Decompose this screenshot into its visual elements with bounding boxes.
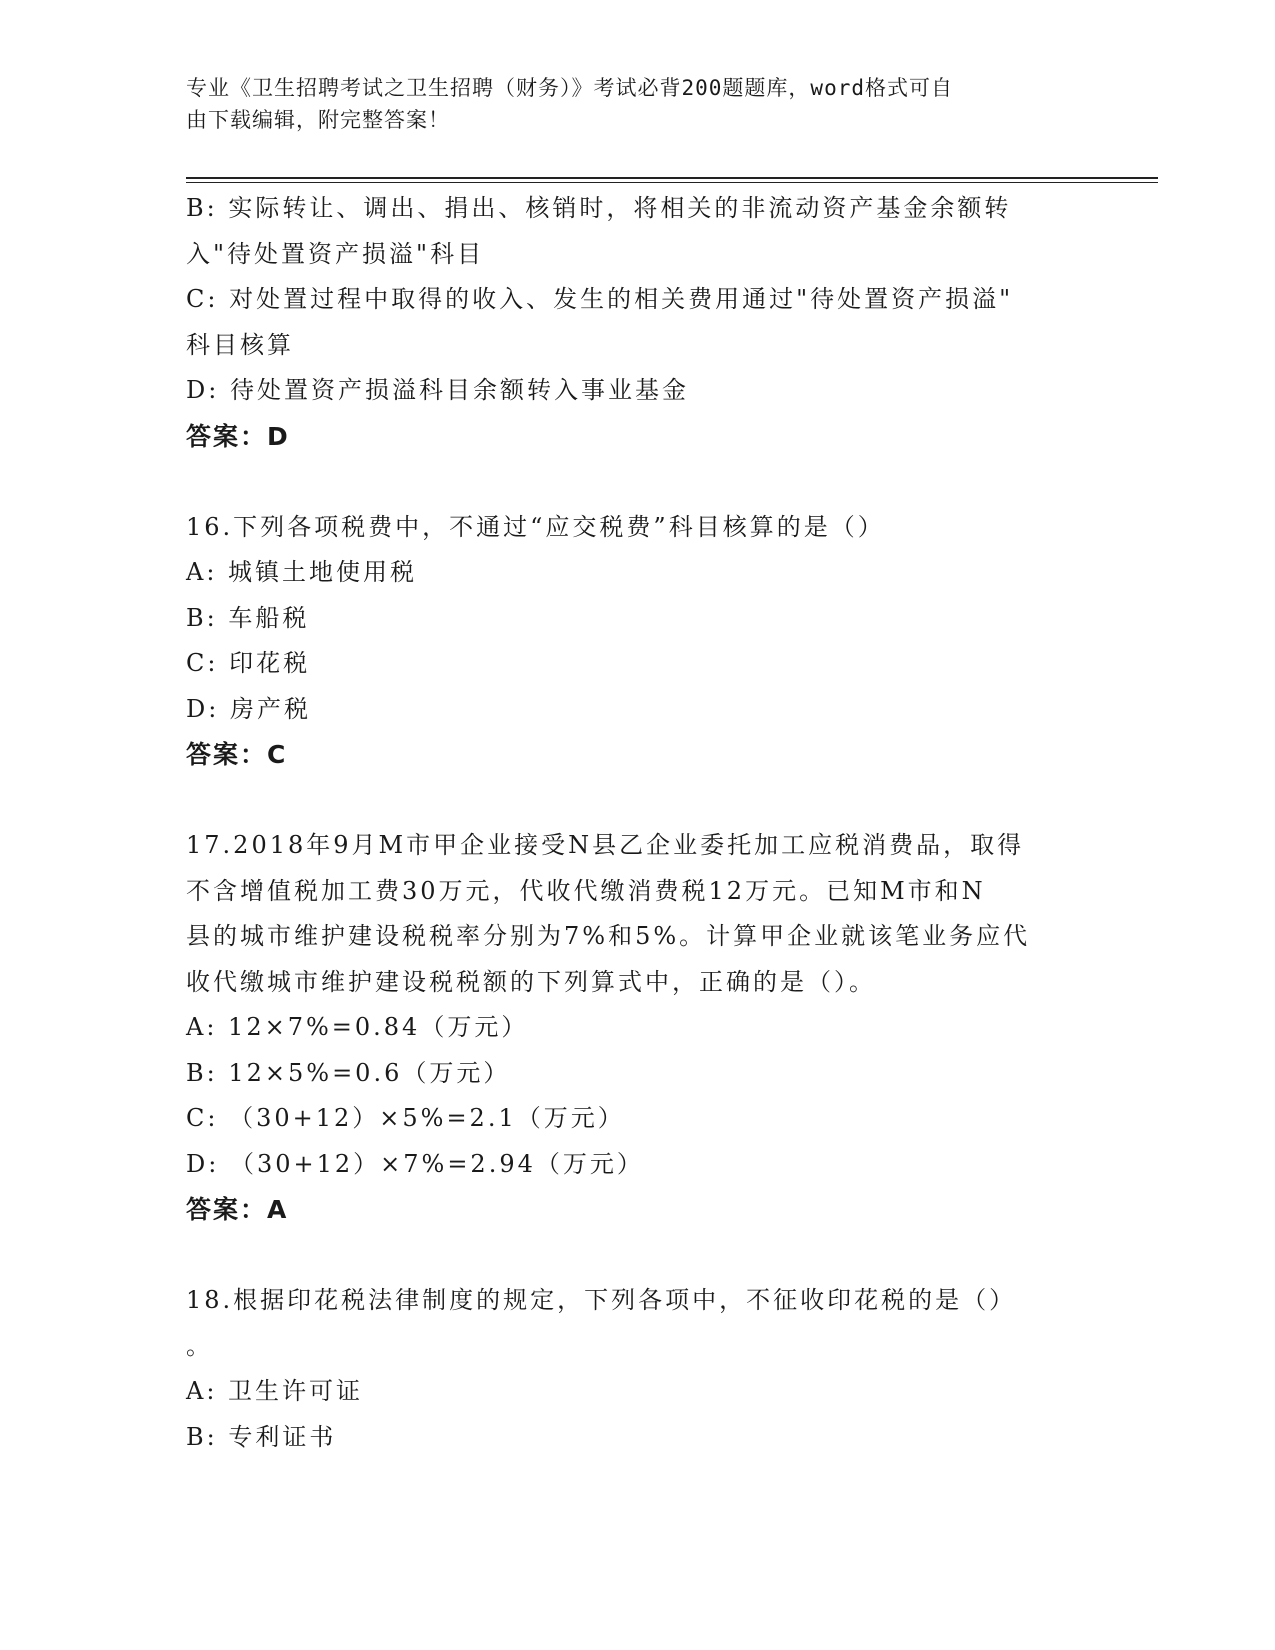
header-divider — [186, 177, 1158, 183]
q15-option-c-line-2: 科目核算 — [186, 330, 294, 359]
header-line-1: 专业《卫生招聘考试之卫生招聘（财务）》考试必背200题题库，word格式可自 — [186, 76, 953, 100]
q15-option-b-line-2: 入"待处置资产损溢"科目 — [186, 239, 485, 268]
spacer — [186, 459, 1086, 505]
question-content — [186, 186, 1086, 1460]
question-16 — [186, 505, 1086, 778]
q17-answer: 答案：A — [186, 1195, 289, 1224]
q17-option-a: A: 12×7%=0.84（万元） — [186, 1013, 529, 1041]
q16-option-b: B: 车船税 — [186, 603, 310, 632]
question-17 — [186, 823, 1086, 1233]
q17-question-line-2: 不含增值税加工费30万元，代收代缴消费税12万元。已知M市和N — [186, 876, 986, 905]
q16-option-c: C: 印花税 — [186, 649, 311, 677]
q17-question-line-1: 17.2018年9月M市甲企业接受N县乙企业委托加工应税消费品，取得 — [186, 831, 1025, 859]
q18-question-line-2: 。 — [186, 1331, 213, 1360]
q17-option-c: C: （30+12）×5%=2.1（万元） — [186, 1104, 625, 1132]
q15-option-c-line-1: C: 对处置过程中取得的收入、发生的相关费用通过"待处置资产损溢" — [186, 285, 1014, 313]
spacer — [186, 778, 1086, 824]
q18-option-b: B: 专利证书 — [186, 1422, 337, 1451]
spacer — [186, 1233, 1086, 1279]
q16-question: 16.下列各项税费中，不通过“应交税费”科目核算的是（） — [186, 512, 885, 541]
q16-option-a: A: 城镇土地使用税 — [186, 558, 418, 586]
q18-option-a: A: 卫生许可证 — [186, 1377, 364, 1405]
document-header — [186, 72, 1066, 136]
question-15 — [186, 186, 1086, 459]
q17-option-d: D: （30+12）×7%=2.94（万元） — [186, 1149, 644, 1178]
q15-option-b-line-1: B: 实际转让、调出、捐出、核销时，将相关的非流动资产基金余额转 — [186, 194, 1012, 222]
q17-option-b: B: 12×5%=0.6（万元） — [186, 1058, 511, 1087]
q15-option-d: D: 待处置资产损溢科目余额转入事业基金 — [186, 376, 689, 404]
question-18 — [186, 1278, 1086, 1460]
q17-question-line-4: 收代缴城市维护建设税税额的下列算式中，正确的是（）。 — [186, 967, 876, 996]
header-line-2: 由下载编辑，附完整答案！ — [186, 108, 450, 132]
q16-answer: 答案：C — [186, 740, 288, 769]
q16-option-d: D: 房产税 — [186, 694, 311, 723]
q17-question-line-3: 县的城市维护建设税税率分别为7%和5%。计算甲企业就该笔业务应代 — [186, 922, 1031, 950]
q18-question-line-1: 18.根据印花税法律制度的规定，下列各项中，不征收印花税的是（） — [186, 1286, 1017, 1314]
q15-answer: 答案：D — [186, 421, 290, 451]
